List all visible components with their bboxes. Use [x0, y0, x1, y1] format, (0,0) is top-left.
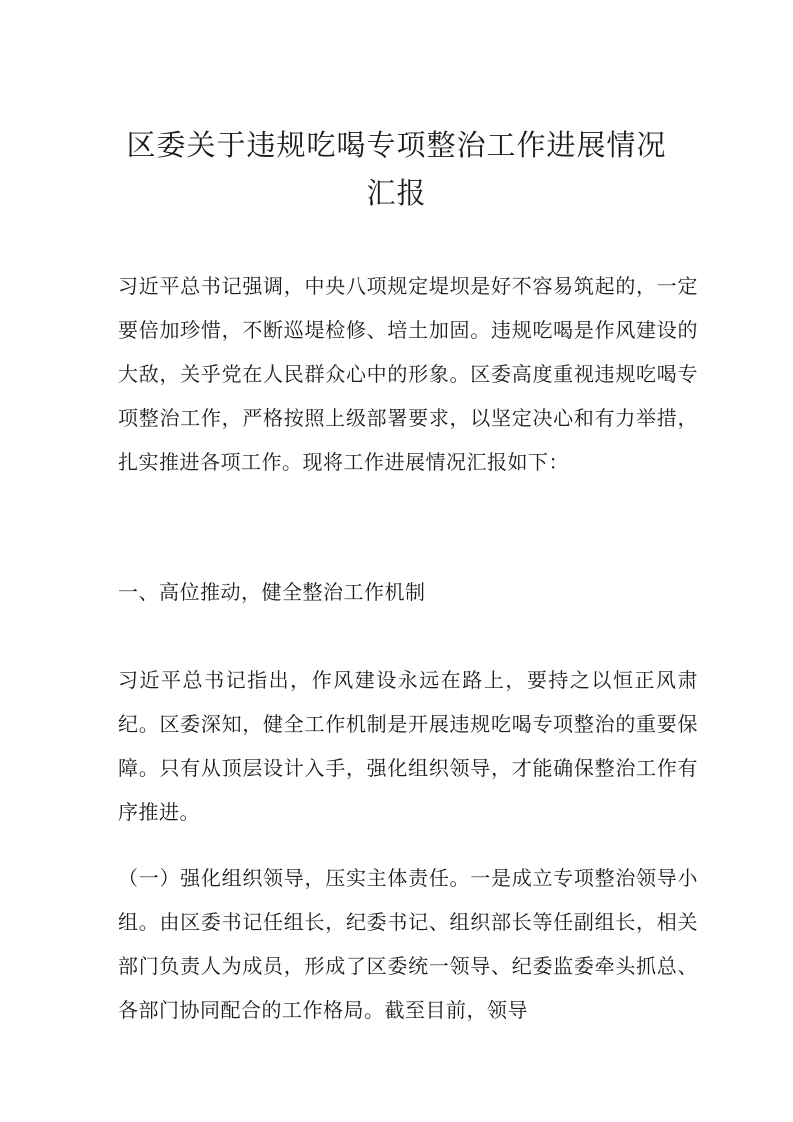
subsection-1-paragraph: （一）强化组织领导，压实主体责任。一是成立专项整治领导小组。由区委书记任组长，纪委书记、组织部长等任副组长，相关部门负责人为成员，形成了区委统一领导、纪委监委牵头抓总、各部门协同配合的工作格局。截至目前，领导 [118, 866, 698, 1022]
intro-paragraph: 习近平总书记强调，中央八项规定堤坝是好不容易筑起的，一定要倍加珍惜，不断巡堤检修、培土加固。违规吃喝是作风建设的大敌，关乎党在人民群众心中的形象。区委高度重视违规吃喝专项整治工作，严格按照上级部署要求，以坚定决心和有力举措，扎实推进各项工作。现将工作进展情况汇报如下： [118, 274, 698, 474]
document-title-line-2: 汇报 [366, 176, 427, 210]
document-title-line-1: 区委关于违规吃喝专项整治工作进展情况 [126, 128, 667, 162]
section-1-paragraph: 习近平总书记指出，作风建设永远在路上，要持之以恒正风肃纪。区委深知，健全工作机制是开展违规吃喝专项整治的重要保障。只有从顶层设计入手，强化组织领导，才能确保整治工作有序推进。 [118, 668, 698, 824]
section-heading-1: 一、高位推动，健全整治工作机制 [118, 580, 426, 604]
